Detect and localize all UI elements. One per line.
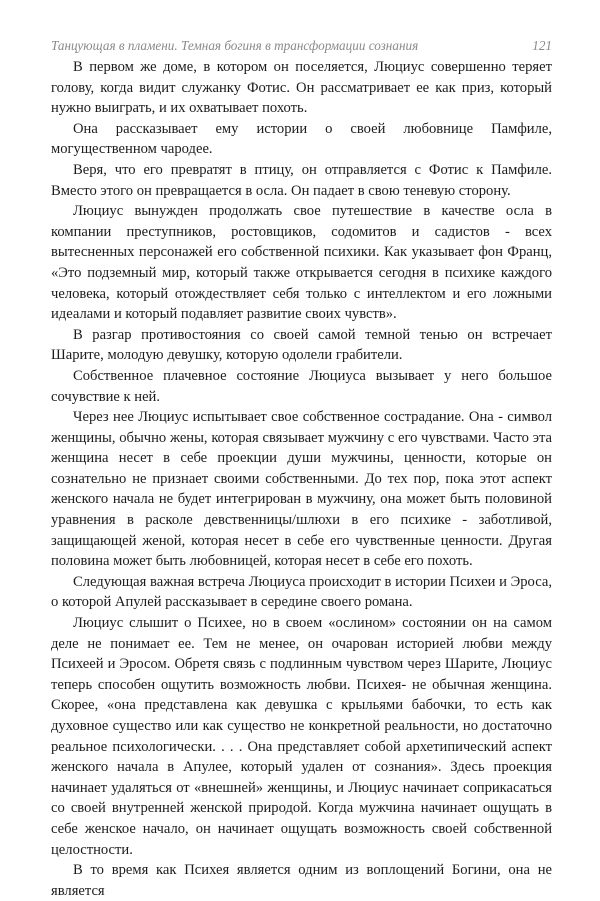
paragraph-9: Люциус слышит о Психее, но в своем «ослином» состоянии он на самом деле не понимает ее. Тем не менее, он очарован историей любви между Психеей и Эросом. Обретя связь с подлинным чувством через Шарите, Люциус теперь способен ощутить возможность любви. Психея- не обычная женщина. Скорее, «она представлена как девушка с крыльями бабочки, то есть как духовное существо или как существо не конкретной реальности, но достаточно реальное психологически. . . . Она представляет собой архетипический аспект женского начала в Апулее, который удален от сознания». Здесь проекция начинает удаляться от «внешней» женщины, и Люциус начинает соприкасаться со своей внутренней женской природой. Когда мужчина начинает ощущать в себе женское начало, он начинает ощущать возможность своей собственной целостности. bbox=[51, 615, 552, 858]
page-number: 121 bbox=[532, 38, 552, 53]
paragraph-7: Через нее Люциус испытывает свое собственное сострадание. Она - символ женщины, обычно жены, которая связывает мужчину с его чувствами. Часто эта женщина несет в себе проекции души мужчины, ценности, которые он сознательно не признает своими собственными. До тех пор, пока этот аспект женского начала не будет интегрирован в мужчину, она может быть половиной уравнения в расколе девственницы/шлюхи в его психике - заботливой, защищающей женой, которая несет в себе его чувственные ценности. Другая половина может быть любовницей, которая несет в себе его похоть. bbox=[51, 409, 552, 570]
running-title: Танцующая в пламени. Темная богиня в трансформации сознания bbox=[51, 38, 419, 53]
paragraph-2: Она рассказывает ему истории о своей любовнице Памфиле, могущественном чародее. bbox=[51, 120, 552, 158]
paragraph-10: В то время как Психея является одним из воплощений Богини, она не является bbox=[51, 862, 552, 899]
paragraph-6: Собственное плачевное состояние Люциуса вызывает у него большое сочувствие к ней. bbox=[51, 367, 552, 405]
paragraph-3: Веря, что его превратят в птицу, он отправляется с Фотис к Памфиле. Вместо этого он превращается в осла. Он падает в свою теневую сторону. bbox=[51, 161, 552, 199]
running-head bbox=[51, 38, 552, 56]
body-text bbox=[51, 57, 552, 901]
paragraph-4: Люциус вынужден продолжать свое путешествие в качестве осла в компании преступников, ростовщиков, содомитов и садистов - всех вытесненных персонажей его собственной психики. Как указывает фон Франц, «Это подземный мир, который также открывается сегодня в психике каждого человека, который отождествляет себя только с интеллектом и его ложными идеалами и который подавляет развитие своих чувств». bbox=[51, 203, 552, 323]
paragraph-5: В разгар противостояния со своей самой темной тенью он встречает Шарите, молодую девушку, которую одолели грабители. bbox=[51, 326, 552, 364]
paragraph-8: Следующая важная встреча Люциуса происходит в истории Психеи и Эроса, о которой Апулей рассказывает в середине своего романа. bbox=[51, 573, 552, 611]
paragraph-1: В первом же доме, в котором он поселяется, Люциус совершенно теряет голову, когда видит служанку Фотис. Он рассматривает ее как приз, который нужно выиграть, и их охватывает похоть. bbox=[51, 59, 552, 117]
